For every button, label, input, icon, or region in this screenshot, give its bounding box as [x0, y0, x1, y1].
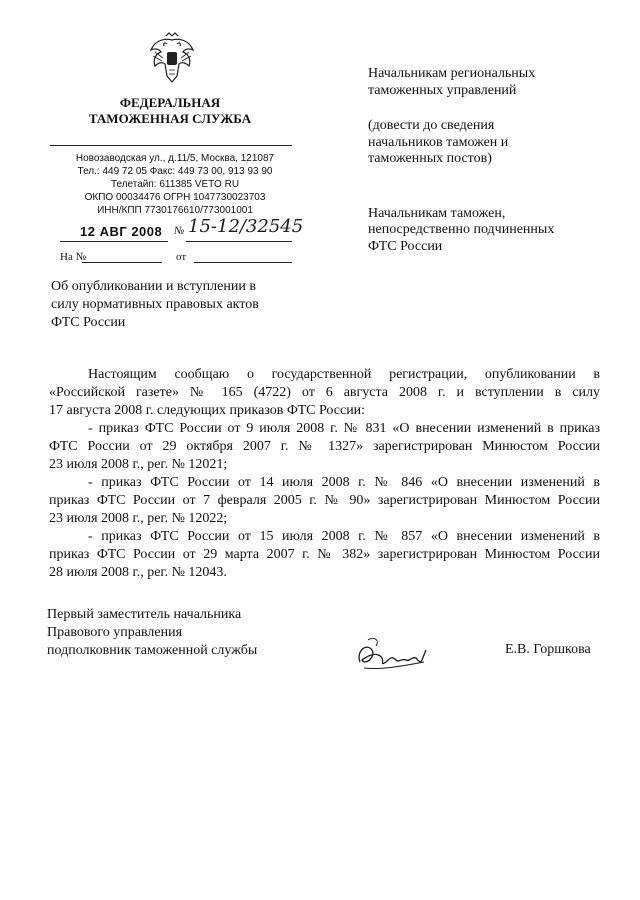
outgoing-number-handwritten: 15-12/32545 — [188, 216, 304, 237]
addressee-line: Начальникам региональных — [368, 66, 536, 81]
body-paragraph-line: Настоящим сообщаю о государственной регистрации, опубликовании в — [88, 367, 600, 382]
reference-number-underline — [82, 262, 162, 263]
addressee-note-line: таможенных постов) — [368, 151, 492, 166]
addressee-note-line: начальников таможен и — [368, 135, 509, 150]
inn-kpp-line: ИНН/КПП 7730176610/773001001 — [97, 205, 253, 216]
reference-number-label: На № — [60, 251, 87, 263]
organization-name-line2: ТАМОЖЕННАЯ СЛУЖБА — [88, 111, 252, 126]
number-underline — [186, 241, 292, 242]
order-item-line: приказ ФТС России от 7 февраля 2005 г. № 90» зарегистрирован Минюстом России — [49, 493, 600, 508]
organization-name-line1: ФЕДЕРАЛЬНАЯ — [119, 95, 221, 110]
outgoing-date-stamp: 12 АВГ 2008 — [80, 224, 163, 239]
subject-line: силу нормативных правовых актов — [51, 297, 259, 312]
letterhead-divider — [50, 145, 292, 146]
date-underline — [60, 241, 168, 242]
signatory-position-line: Правового управления — [47, 625, 183, 640]
order-item-line: приказ ФТС России от 29 марта 2007 г. № 382» зарегистрирован Минюстом России — [49, 547, 600, 562]
signatory-rank-line: подполковник таможенной службы — [47, 643, 258, 658]
order-item-line: 28 июля 2008 г., рег. № 12043. — [49, 565, 227, 580]
addressee-line: Начальникам таможен, — [368, 206, 506, 221]
addressee-line: ФТС России — [368, 239, 443, 254]
coat-of-arms-icon — [147, 30, 197, 85]
handwritten-signature — [352, 632, 432, 674]
addressee-line: таможенных управлений — [368, 83, 517, 98]
subject-line: ФТС России — [51, 315, 126, 330]
body-paragraph-line: «Российской газете» № 165 (4722) от 6 августа 2008 г. и вступлении в силу — [49, 385, 600, 400]
signatory-position-line: Первый заместитель начальника — [47, 607, 242, 622]
signatory-name: Е.В. Горшкова — [505, 642, 591, 657]
order-item-line: - приказ ФТС России от 14 июля 2008 г. № 846 «О внесении изменений в — [88, 475, 600, 490]
reference-date-underline — [194, 262, 292, 263]
order-item-line: 23 июля 2008 г., рег. № 12022; — [49, 511, 228, 526]
body-paragraph-line: 17 августа 2008 г. следующих приказов ФТС России: — [49, 403, 366, 418]
phone-line: Тел.: 449 72 05 Факс: 449 73 00, 913 93 90 — [77, 166, 273, 177]
order-item-line: ФТС России от 29 октября 2007 г. № 1327» зарегистрирован Минюстом России — [49, 439, 600, 454]
subject-line: Об опубликовании и вступлении в — [51, 279, 256, 294]
okpo-ogrn-line: ОКПО 00034476 ОГРН 1047730023703 — [84, 192, 266, 203]
addressee-note-line: (довести до сведения — [368, 118, 495, 133]
number-label: № — [174, 225, 185, 237]
teletype-line: Телетайп: 611385 VETO RU — [110, 179, 240, 190]
reference-date-label: от — [176, 251, 187, 263]
order-item-line: - приказ ФТС России от 15 июля 2008 г. № 857 «О внесении изменений в — [88, 529, 600, 544]
address-line: Новозаводская ул., д.11/5, Москва, 121087 — [75, 153, 275, 164]
order-item-line: 23 июля 2008 г., рег. № 12021; — [49, 457, 228, 472]
addressee-line: непосредственно подчиненных — [368, 222, 555, 237]
order-item-line: - приказ ФТС России от 9 июля 2008 г. № 831 «О внесении изменений в приказ — [88, 421, 600, 436]
